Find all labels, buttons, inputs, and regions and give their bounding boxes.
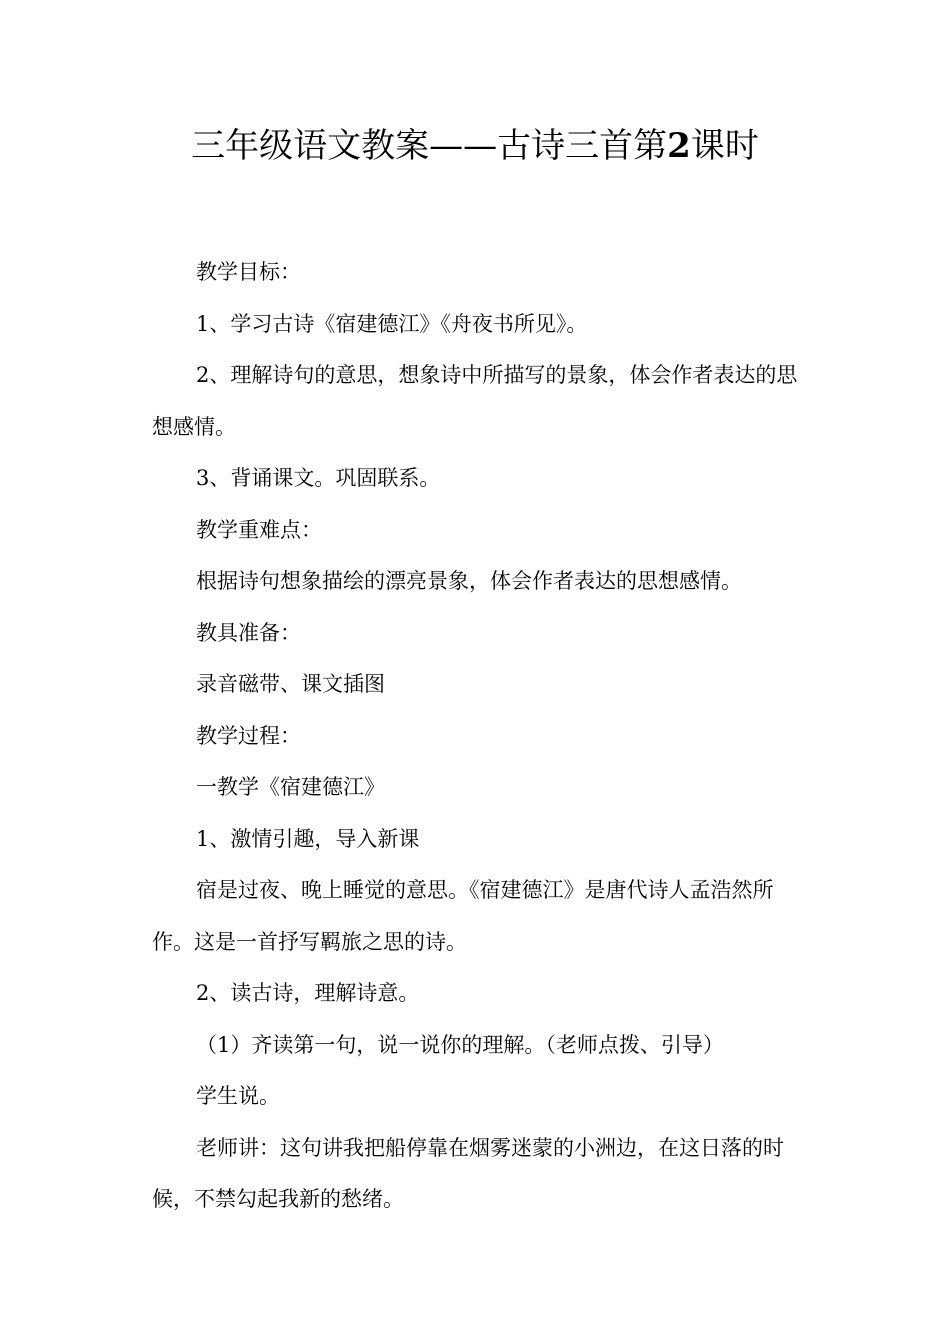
document-body — [152, 247, 802, 1226]
title-text: 三年级语文教案——古诗三首第 — [191, 126, 668, 166]
paragraph-key-points-heading: 教学重难点： — [196, 517, 322, 542]
title-lesson-number: 2 — [667, 126, 691, 166]
paragraph-materials: 录音磁带、课文插图 — [196, 672, 385, 696]
paragraph-students-say: 学生说。 — [196, 1084, 280, 1108]
paragraph-intro-text: 宿是过夜、晚上睡觉的意思。《宿建德江》是唐代诗人孟浩然所作。这是一首抒写羁旅之思的诗。 — [152, 878, 774, 954]
paragraph-goal-3: 3、背诵课文。巩固联系。 — [196, 466, 441, 490]
paragraph-goal-1: 1、学习古诗《宿建德江》《舟夜书所见》。 — [196, 311, 588, 336]
paragraph-key-points: 根据诗句想象描绘的漂亮景象，体会作者表达的思想感情。 — [196, 569, 742, 593]
paragraph-substep-1: （1）齐读第一句，说一说你的理解。（老师点拨、引导） — [196, 1032, 724, 1057]
paragraph-step-2: 2、读古诗，理解诗意。 — [196, 981, 420, 1005]
paragraph-section-1: 一教学《宿建德江》 — [196, 775, 385, 799]
paragraph-goal-2: 2、理解诗句的意思，想象诗中所描写的景象，体会作者表达的思想感情。 — [152, 363, 798, 439]
paragraph-step-1: 1、激情引趣，导入新课 — [196, 826, 420, 851]
paragraph-materials-heading: 教具准备： — [196, 620, 301, 645]
paragraph-teaching-goals-heading: 教学目标： — [196, 260, 301, 284]
paragraph-teacher-explains: 老师讲：这句讲我把船停靠在烟雾迷蒙的小洲边，在这日落的时候，不禁勾起我新的愁绪。 — [152, 1135, 784, 1211]
document-title — [0, 122, 950, 170]
paragraph-process-heading: 教学过程： — [196, 723, 301, 748]
title-suffix: 课时 — [690, 126, 759, 166]
